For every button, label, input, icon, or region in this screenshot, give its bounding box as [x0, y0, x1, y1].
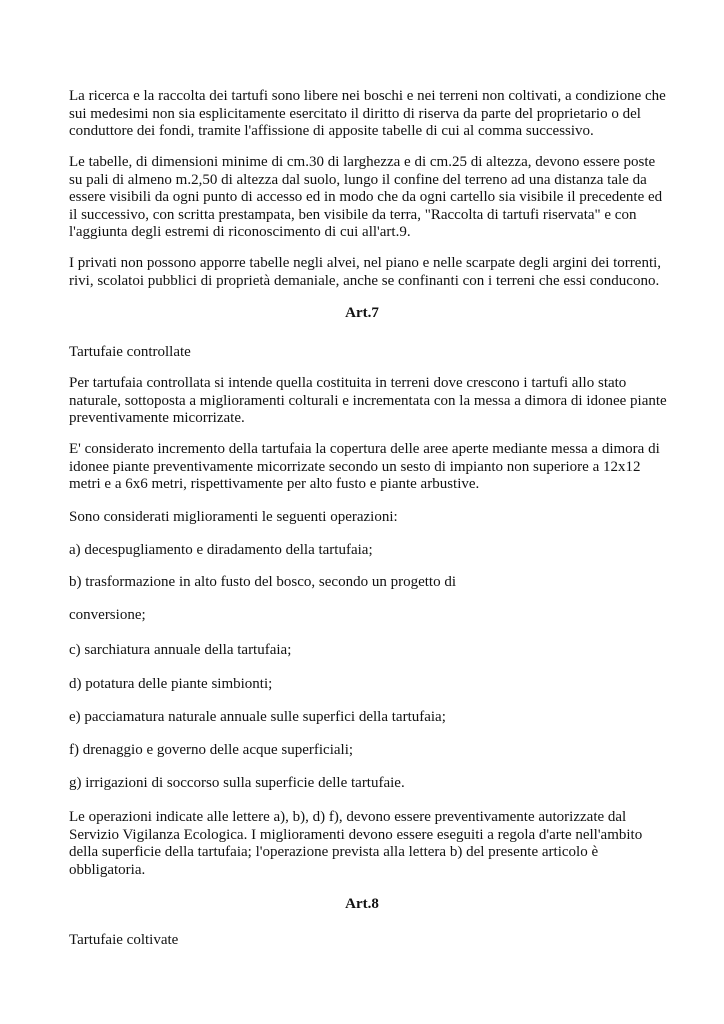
list-item-g: g) irrigazioni di soccorso sulla superficie delle tartufaie. — [69, 775, 405, 791]
paragraph-improvements-intro: Sono considerati miglioramenti le seguenti operazioni: — [69, 509, 398, 525]
list-item-c: c) sarchiatura annuale della tartufaia; — [69, 642, 292, 658]
article-title-7: Tartufaie controllate — [69, 344, 191, 360]
article-heading-8: Art.8 — [345, 896, 379, 912]
list-item-a: a) decespugliamento e diradamento della tartufaia; — [69, 542, 373, 558]
article-title-8: Tartufaie coltivate — [69, 932, 179, 948]
paragraph-free-collection: La ricerca e la raccolta dei tartufi sono libere nei boschi e nei terreni non coltivati, a condizione che sui medesimi non sia esplicitamente esercitato il diritto di riserva da parte del proprietario o del conduttore dei fondi, tramite l'affissione di apposite tabelle di cui al comma successivo. — [69, 88, 666, 139]
paragraph-controlled-truffle-ground: Per tartufaia controllata si intende quella costituita in terreni dove crescono i tartufi allo stato naturale, sottoposta a miglioramenti colturali e incrementata con la messa a dimora di idonee piante preventivamente micorrizate. — [69, 375, 667, 426]
list-item-f: f) drenaggio e governo delle acque superficiali; — [69, 742, 354, 758]
list-item-b-continued: conversione; — [69, 607, 146, 623]
list-item-b: b) trasformazione in alto fusto del bosco, secondo un progetto di — [69, 574, 456, 590]
paragraph-increment-definition: E' considerato incremento della tartufaia la copertura delle aree aperte mediante messa a dimora di idonee piante preventivamente micorrizate secondo un sesto di impianto non superiore a 12x12 metri e a 6x6 metri, rispettivamente per alto fusto e piante arbustive. — [69, 441, 660, 492]
article-heading-7: Art.7 — [345, 305, 379, 321]
list-item-d: d) potatura delle piante simbionti; — [69, 676, 273, 692]
paragraph-signs-requirements: Le tabelle, di dimensioni minime di cm.30 di larghezza e di cm.25 di altezza, devono essere poste su pali di almeno m.2,50 di altezza dal suolo, lungo il confine del terreno ad una distanza tale da essere visibili da ogni punto di accesso ed in modo che da ogni cartello sia visibile il precedente ed il successivo, con scritta prestampata, ben visibile da terra, "Raccolta di tartufi riservata" e con l'aggiunta degli estremi di riconoscimento di cui all'art.9. — [69, 154, 663, 240]
paragraph-private-restrictions: I privati non possono apporre tabelle negli alvei, nel piano e nelle scarpate degli argini dei torrenti, rivi, scolatoi pubblici di proprietà demaniale, anche se confinanti con i terreni che essi conducono. — [69, 255, 662, 289]
paragraph-authorization: Le operazioni indicate alle lettere a), b), d) f), devono essere preventivamente autorizzate dal Servizio Vigilanza Ecologica. I miglioramenti devono essere eseguiti a regola d'arte nell'ambito della superficie della tartufaia; l'operazione prevista alla lettera b) del presente articolo è obbligatoria. — [69, 809, 643, 878]
list-item-e: e) pacciamatura naturale annuale sulle superfici della tartufaia; — [69, 709, 446, 725]
